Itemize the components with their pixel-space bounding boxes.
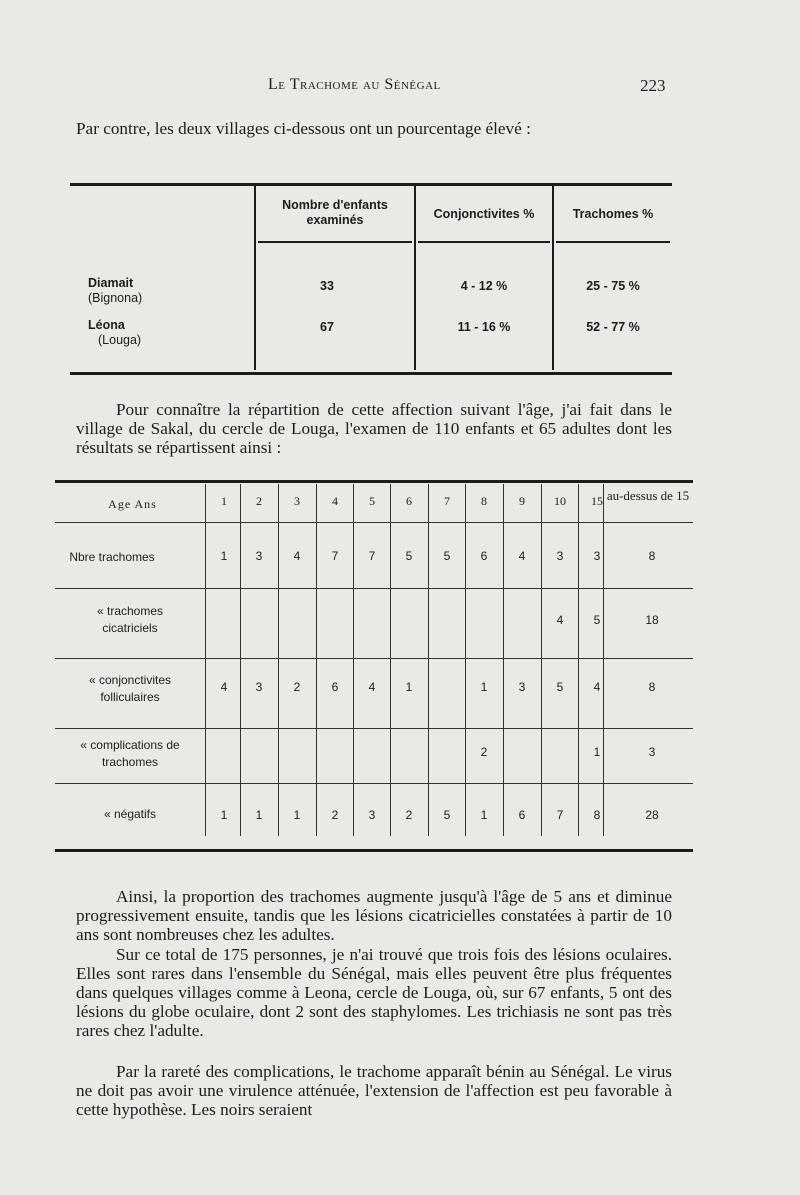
village-name: Diamait [88, 276, 134, 290]
table-cell: 3 [518, 680, 526, 694]
table-cell: 7 [331, 549, 339, 563]
age-column-header: 5 [369, 494, 375, 508]
cell-conjonctivites: 11 - 16 % [457, 320, 511, 334]
table-cell: 3 [556, 549, 564, 563]
row-divider [55, 728, 693, 729]
row-divider [55, 658, 693, 659]
row-label: « trachomes cicatriciels [96, 604, 164, 635]
table-cell: 3 [648, 745, 656, 759]
table-cell: 4 [518, 549, 526, 563]
table-cell: 6 [518, 808, 526, 822]
age-column-header: 8 [481, 494, 487, 508]
table-cell: 1 [480, 680, 488, 694]
table-cell: 8 [593, 808, 601, 822]
table-cell: 1 [255, 808, 263, 822]
table-cell: 5 [443, 808, 451, 822]
row-label: « conjonctivites folliculaires [88, 673, 172, 704]
village-district: (Louga) [98, 333, 142, 347]
age-column-header: 1 [221, 494, 227, 508]
paragraph-rarete: Par la rareté des complications, le trachome apparaît bénin au Sénégal. Le virus ne doit pas avoir une virulence atténuée, l'extension de l'affection est peu favorable à cette hypothèse. Les noirs seraient [76, 1062, 672, 1119]
table-cell: 8 [648, 680, 656, 694]
row-label: « complications de trachomes [80, 738, 180, 769]
table-cell: 1 [405, 680, 413, 694]
table-cell: 1 [480, 808, 488, 822]
age-column-header: 7 [444, 494, 450, 508]
age-column-header: 4 [332, 494, 338, 508]
cell-trachomes: 25 - 75 % [586, 279, 640, 293]
age-column-header: 6 [406, 494, 412, 508]
village-district: (Bignona) [88, 291, 143, 305]
table-cell: 5 [556, 680, 564, 694]
table-cell: 3 [593, 549, 601, 563]
age-column-header: 2 [256, 494, 262, 508]
paragraph-total: Sur ce total de 175 personnes, je n'ai trouvé que trois fois des lésions oculaires. Elles sont rares dans l'ensemble du Sénégal, mais elles peuvent être plus fréquentes dans quelques villages comme à Leona, cercle de Louga, où, sur 67 enfants, 5 ont des lésions du globe oculaire, dont 2 sont des staphylomes. Les trichiasis ne sont pas très rares chez l'adulte. [76, 945, 672, 1040]
header-conjonctivites: Conjonctivites % [433, 207, 535, 221]
cell-conjonctivites: 4 - 12 % [460, 279, 508, 293]
cell-enfants: 67 [320, 320, 334, 334]
age-column-header: 9 [519, 494, 525, 508]
header-enfants: Nombre d'enfants examinés [282, 198, 388, 227]
table-cell: 6 [480, 549, 488, 563]
table-cell: 28 [645, 808, 659, 822]
paragraph-ainsi: Ainsi, la proportion des trachomes augmente jusqu'à l'âge de 5 ans et diminue progressivement ensuite, tandis que les lésions cicatricielles constatées à partir de 10 ans sont nombreuses chez les adultes. [76, 887, 672, 944]
table-cell: 7 [368, 549, 376, 563]
table-cell: 2 [293, 680, 301, 694]
age-header: Age Ans [108, 497, 157, 511]
table-cell: 4 [293, 549, 301, 563]
page-number: 223 [640, 76, 666, 95]
table-cell: 1 [220, 808, 228, 822]
table-cell: 4 [556, 613, 564, 627]
table-cell: 1 [593, 745, 601, 759]
table-cell: 2 [405, 808, 413, 822]
header-trachomes: Trachomes % [572, 207, 654, 221]
table-cell: 4 [593, 680, 601, 694]
running-title: Le Trachome au Sénégal [268, 76, 441, 93]
table-cell: 5 [443, 549, 451, 563]
table-cell: 7 [556, 808, 564, 822]
table-cell: 1 [293, 808, 301, 822]
age-column-header: 15 [591, 494, 603, 508]
table-cell: 3 [255, 680, 263, 694]
table-cell: 2 [480, 745, 488, 759]
table-cell: 3 [255, 549, 263, 563]
table-top-rule [55, 480, 693, 483]
table-cell: 4 [220, 680, 228, 694]
table-cell: 1 [220, 549, 228, 563]
row-divider [55, 783, 693, 784]
row-divider [55, 588, 693, 589]
age-column-header: 10 [554, 494, 566, 508]
table-cell: 3 [368, 808, 376, 822]
table-cell: 5 [593, 613, 601, 627]
age-over-15: au-dessus de 15 [606, 488, 690, 503]
table-cell: 18 [645, 613, 659, 627]
paragraph-intro: Par contre, les deux villages ci-dessous ont un pourcentage élevé : [76, 119, 531, 138]
row-divider [55, 522, 693, 523]
table-cell: 6 [331, 680, 339, 694]
row-label: « négatifs [103, 807, 157, 821]
table-cell: 8 [648, 549, 656, 563]
village-name: Léona [88, 318, 125, 332]
paragraph-repartition: Pour connaître la répartition de cette affection suivant l'âge, j'ai fait dans le village de Sakal, du cercle de Louga, l'examen de 110 enfants et 65 adultes dont les résultats se répartissent ainsi : [76, 400, 672, 457]
cell-enfants: 33 [320, 279, 334, 293]
table-cell: 4 [368, 680, 376, 694]
table-cell: 2 [331, 808, 339, 822]
table-cell: 5 [405, 549, 413, 563]
row-label: Nbre trachomes [69, 550, 155, 564]
table-bottom-rule [55, 849, 693, 852]
cell-trachomes: 52 - 77 % [586, 320, 640, 334]
age-column-header: 3 [294, 494, 300, 508]
